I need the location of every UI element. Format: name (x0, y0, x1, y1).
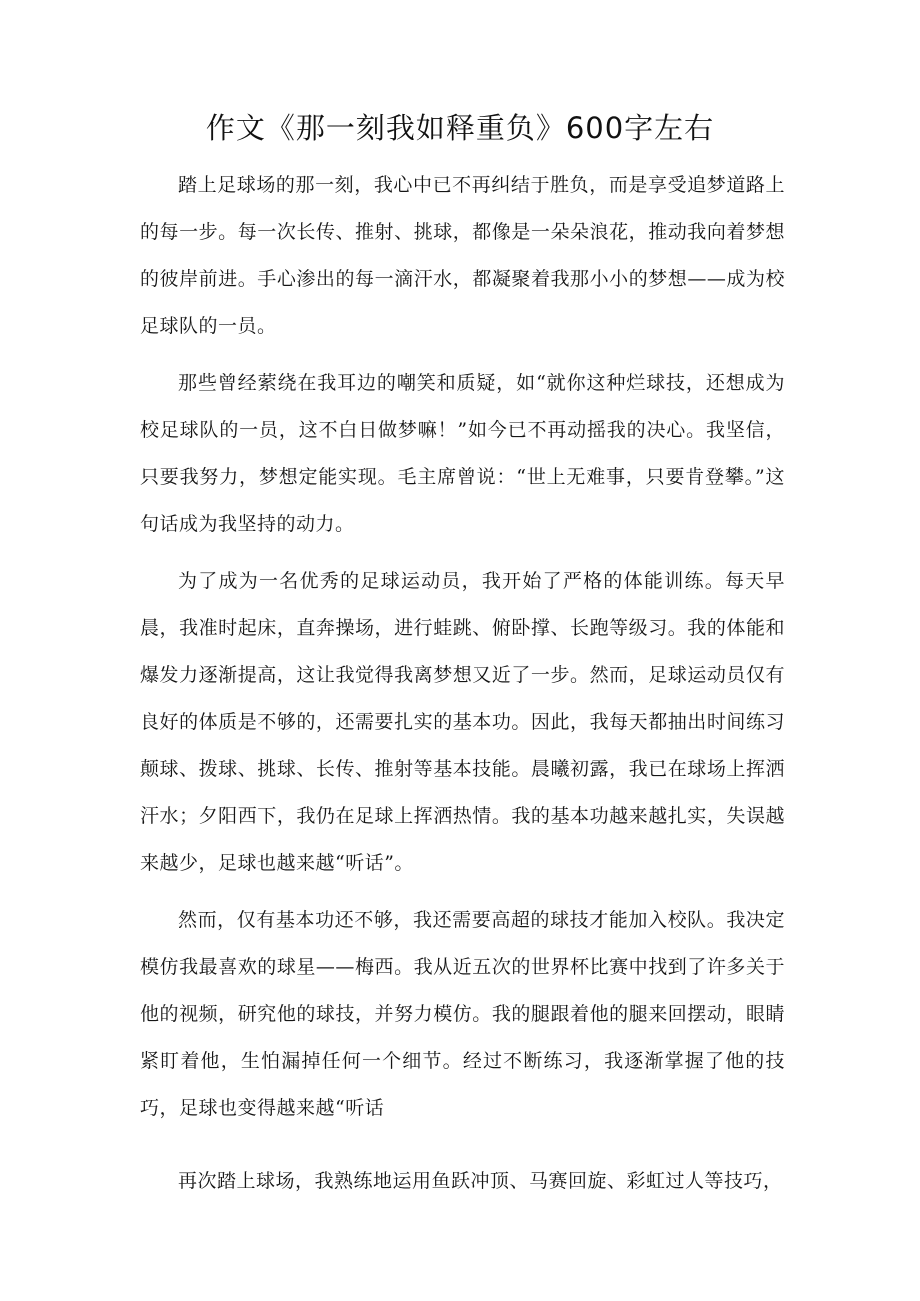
paragraph-2: 那些曾经萦绕在我耳边的嘲笑和质疑，如“就你这种烂球技，还想成为校足球队的一员，这不白日做梦嘛！”如今已不再动摇我的决心。我坚信，只要我努力，梦想定能实现。毛主席曾说：“世上无难事，只要肯登攀。”这句话成为我坚持的动力。 (140, 372, 785, 535)
paragraph-5: 再次踏上球场，我熟练地运用鱼跃冲顶、马赛回旋、彩虹过人等技巧， (178, 1170, 783, 1192)
document-body (140, 162, 785, 1205)
paragraph-3: 为了成为一名优秀的足球运动员，我开始了严格的体能训练。每天早晨，我准时起床，直奔操场，进行蛙跳、俯卧撑、长跑等级习。我的体能和爆发力逐渐提高，这让我觉得我离梦想又近了一步。然而，足球运动员仅有良好的体质是不够的，还需要扎实的基本功。因此，我每天都抽出时间练习颠球、拨球、挑球、长传、推射等基本技能。晨曦初露，我已在球场上挥洒汗水；夕阳西下，我仍在足球上挥洒热情。我的基本功越来越扎实，失误越来越少，足球也越来越“听话”。 (140, 570, 785, 874)
paragraph-4: 然而，仅有基本功还不够，我还需要高超的球技才能加入校队。我决定模仿我最喜欢的球星——梅西。我从近五次的世界杯比赛中找到了许多关于他的视频，研究他的球技，并努力模仿。我的腿跟着他的腿来回摆动，眼睛紧盯着他，生怕漏掉任何一个细节。经过不断练习，我逐渐掌握了他的技巧，足球也变得越来越“听话 (140, 909, 785, 1119)
paragraph-1: 踏上足球场的那一刻，我心中已不再纠结于胜负，而是享受追梦道路上的每一步。每一次长传、推射、挑球，都像是一朵朵浪花，推动我向着梦想的彼岸前进。手心渗出的每一滴汗水，都凝聚着我那小小的梦想——成为校足球队的一员。 (140, 174, 785, 337)
document-title: 作文《那一刻我如释重负》600字左右 (205, 111, 715, 145)
